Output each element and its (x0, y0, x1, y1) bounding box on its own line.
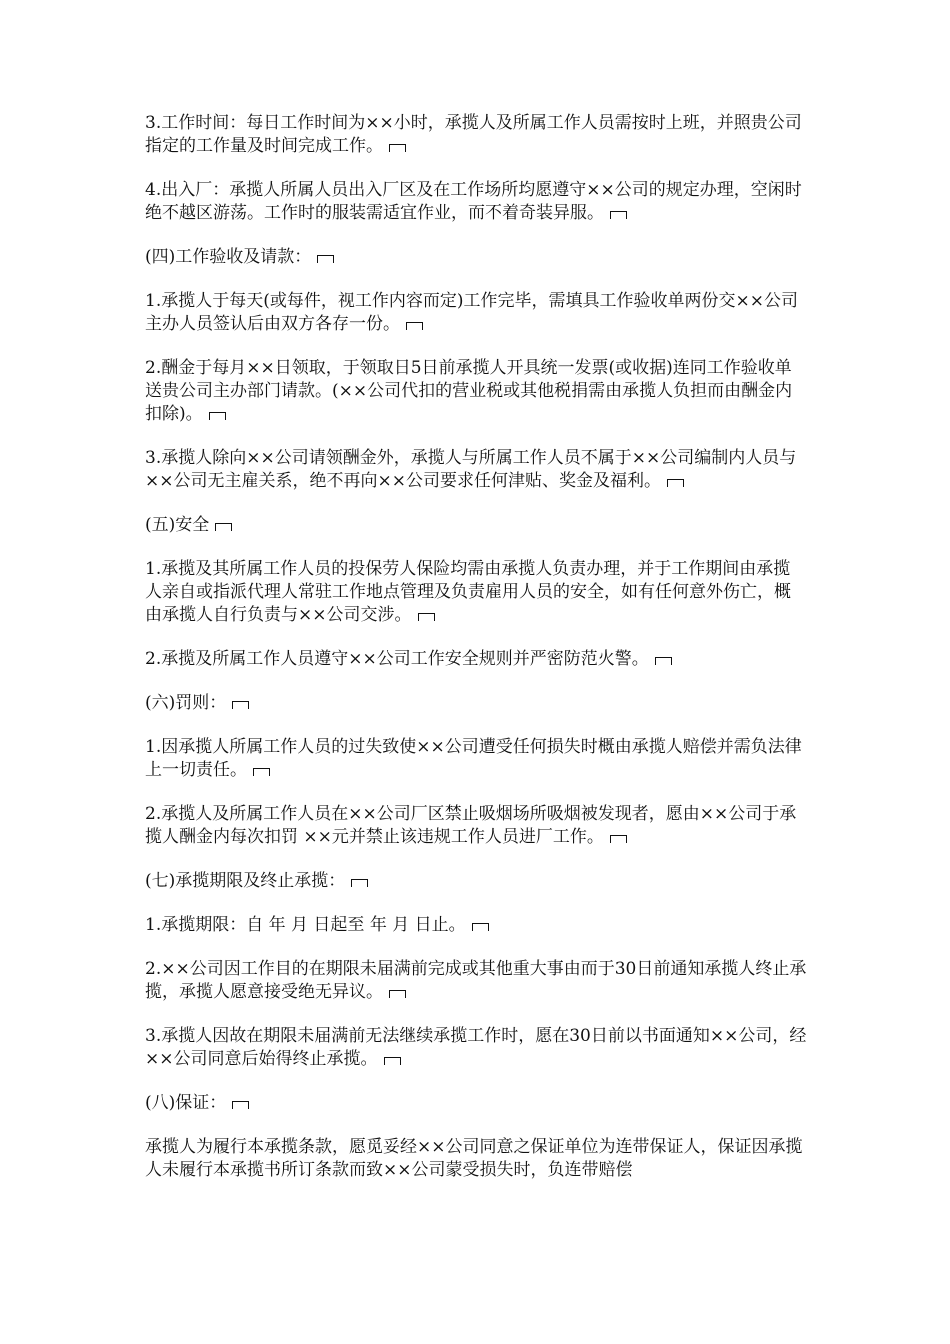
paragraph-text: 3.承揽人因故在期限未届满前无法继续承揽工作时，愿在30日前以书面通知××公司，经××公司同意后始得终止承揽。 (145, 1026, 807, 1069)
document-body (145, 112, 807, 1203)
paragraph-mark-icon (253, 766, 270, 776)
paragraph-mark-icon (215, 521, 232, 531)
paragraph-text: 3.工作时间：每日工作时间为××小时，承揽人及所属工作人员需按时上班，并照贵公司指定的工作量及时间完成工作。 (145, 113, 802, 156)
paragraph-mark-icon (655, 655, 672, 665)
section-heading-penalties (145, 692, 807, 715)
paragraph-text: 3.承揽人除向××公司请领酬金外，承揽人与所属工作人员不属于××公司编制内人员与××公司无主雇关系，绝不再向××公司要求任何津贴、奖金及福利。 (145, 448, 797, 491)
heading-text: (四)工作验收及请款： (145, 247, 312, 267)
paragraph-mark-icon (418, 611, 435, 621)
paragraph-work-hours (145, 112, 807, 158)
paragraph-mark-icon (232, 699, 249, 709)
paragraph-text: 2.××公司因工作目的在期限未届满前完成或其他重大事由而于30日前通知承揽人终止承揽，承揽人愿意接受绝无异议。 (145, 959, 807, 1002)
section-heading-guarantee (145, 1092, 807, 1115)
paragraph-acceptance-form (145, 290, 807, 336)
section-heading-term (145, 870, 807, 893)
paragraph-text: 4.出入厂：承揽人所属人员出入厂区及在工作场所均愿遵守××公司的规定办理，空闲时绝不越区游荡。工作时的服装需适宜作业，而不着奇装异服。 (145, 180, 802, 223)
paragraph-contractor-termination (145, 1025, 807, 1071)
heading-text: (六)罚则： (145, 693, 227, 713)
paragraph-mark-icon (389, 988, 406, 998)
paragraph-mark-icon (384, 1055, 401, 1065)
paragraph-text: 2.酬金于每月××日领取，于领取日5日前承揽人开具统一发票(或收据)连同工作验收单送贵公司主办部门请款。(××公司代扣的营业税或其他税捐需由承揽人负担而由酬金内扣除)。 (145, 358, 793, 424)
heading-text: (五)安全 (145, 515, 210, 535)
paragraph-guarantor (145, 1136, 807, 1182)
paragraph-mark-icon (610, 833, 627, 843)
paragraph-mark-icon (209, 410, 226, 420)
section-heading-acceptance (145, 246, 807, 269)
paragraph-liability (145, 736, 807, 782)
paragraph-text: 1.承揽期限：自 年 月 日起至 年 月 日止。 (145, 915, 466, 935)
paragraph-mark-icon (317, 253, 334, 263)
paragraph-insurance (145, 558, 807, 627)
paragraph-text: 1.承揽人于每天(或每件，视工作内容而定)工作完毕，需填具工作验收单两份交××公司主办人员签认后由双方各存一份。 (145, 291, 798, 334)
paragraph-entry-exit (145, 179, 807, 225)
paragraph-fire-safety (145, 648, 807, 671)
paragraph-payment (145, 357, 807, 426)
paragraph-text: 1.承揽及其所属工作人员的投保劳人保险均需由承揽人负责办理，并于工作期间由承揽人亲自或指派代理人常驻工作地点管理及负责雇用人员的安全，如有任何意外伤亡，概由承揽人自行负责与××公司交涉。 (145, 559, 791, 625)
heading-text: (七)承揽期限及终止承揽： (145, 871, 346, 891)
paragraph-mark-icon (389, 142, 406, 152)
paragraph-mark-icon (351, 877, 368, 887)
paragraph-smoking-penalty (145, 803, 807, 849)
paragraph-company-termination (145, 958, 807, 1004)
section-heading-safety (145, 514, 807, 537)
paragraph-mark-icon (232, 1099, 249, 1109)
paragraph-mark-icon (610, 209, 627, 219)
paragraph-term-period (145, 914, 807, 937)
paragraph-mark-icon (667, 477, 684, 487)
paragraph-mark-icon (472, 921, 489, 931)
paragraph-no-employment (145, 447, 807, 493)
paragraph-text: 2.承揽人及所属工作人员在××公司厂区禁止吸烟场所吸烟被发现者，愿由××公司于承揽人酬金内每次扣罚 ××元并禁止该违规工作人员进厂工作。 (145, 804, 797, 847)
paragraph-text: 1.因承揽人所属工作人员的过失致使××公司遭受任何损失时概由承揽人赔偿并需负法律上一切责任。 (145, 737, 802, 780)
heading-text: (八)保证： (145, 1093, 227, 1113)
paragraph-text: 2.承揽及所属工作人员遵守××公司工作安全规则并严密防范火警。 (145, 649, 649, 669)
paragraph-mark-icon (406, 320, 423, 330)
paragraph-text: 承揽人为履行本承揽条款，愿觅妥经××公司同意之保证单位为连带保证人，保证因承揽人未履行本承揽书所订条款而致××公司蒙受损失时，负连带赔偿 (145, 1137, 803, 1180)
